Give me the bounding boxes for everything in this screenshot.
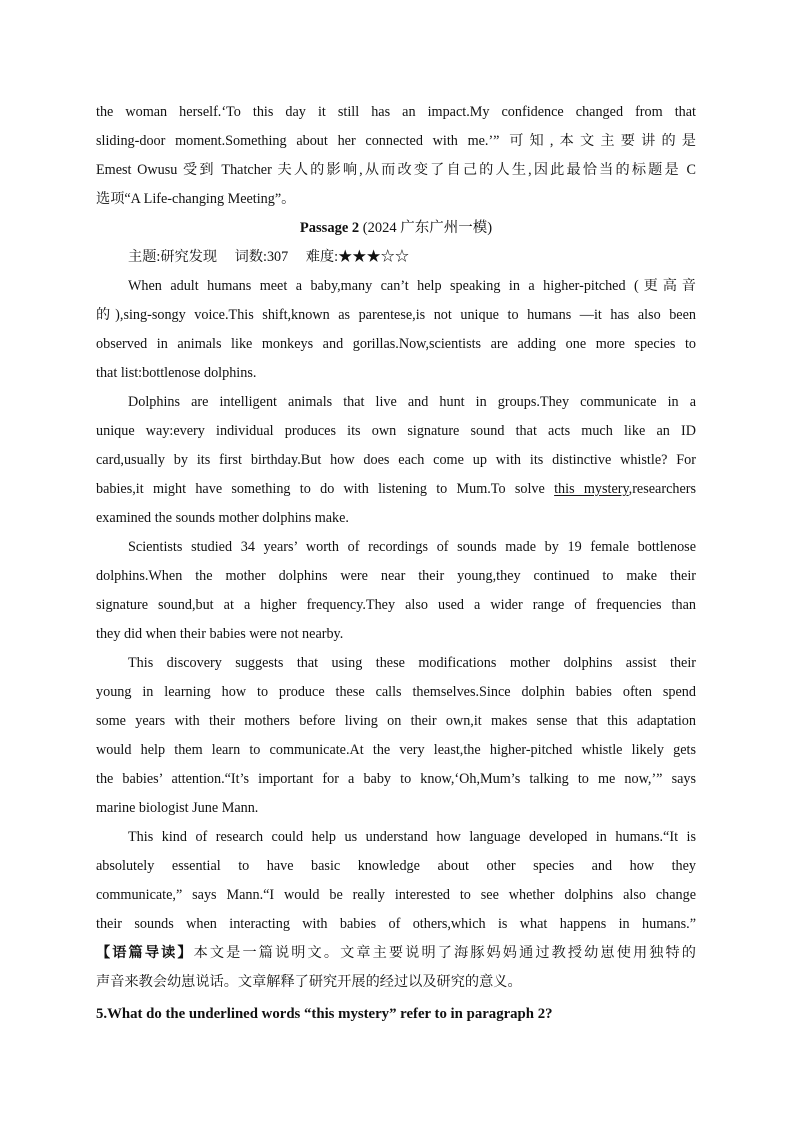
paragraph-line: This kind of research could help us understand how language developed in humans.“It is bbox=[128, 829, 696, 845]
paragraph-line: that list:bottlenose dolphins. bbox=[96, 365, 257, 381]
intro-line: 选项“A Life-changing Meeting”。 bbox=[96, 191, 296, 207]
paragraph-line: This discovery suggests that using these modifications mother dolphins assist their bbox=[128, 655, 696, 671]
text-after-underline: ,researchers bbox=[628, 481, 696, 497]
paragraph-3 bbox=[96, 533, 696, 649]
intro-line: the woman herself.‘To this day it still has an impact.My confidence changed from that bbox=[96, 104, 696, 120]
paragraph-line: 的),sing-songy voice.This shift,known as parentese,is not unique to humans —it has also been bbox=[96, 307, 696, 323]
passage-meta bbox=[96, 243, 696, 272]
paragraph-1 bbox=[96, 272, 696, 388]
paragraph-5 bbox=[96, 823, 696, 939]
passage-heading bbox=[96, 214, 696, 243]
paragraph-line: the babies’ attention.“It’s important for a baby to know,‘Oh,Mum’s talking to me now,’” says bbox=[96, 771, 696, 787]
paragraph-line: Scientists studied 34 years’ worth of recordings of sounds made by 19 female bottlenose bbox=[128, 539, 696, 555]
paragraph-line: their sounds when interacting with babies of others,which is what happens in humans.” bbox=[96, 916, 696, 932]
question-5: 5.What do the underlined words “this mystery” refer to in paragraph 2? bbox=[96, 1006, 553, 1022]
intro-line: sliding-door moment.Something about her connected with me.’” 可知,本文主要讲的是 bbox=[96, 133, 696, 149]
underlined-phrase: this mystery bbox=[554, 481, 629, 497]
guide-text: 本文是一篇说明文。文章主要说明了海豚妈妈通过教授幼崽使用独特的 bbox=[193, 945, 696, 961]
word-count: 词数:307 bbox=[234, 249, 289, 265]
paragraph-line: Dolphins are intelligent animals that live and hunt in groups.They communicate in a bbox=[128, 394, 696, 410]
reading-guide bbox=[96, 939, 696, 997]
paragraph-line: would help them learn to communicate.At the very least,the higher-pitched whistle likely gets bbox=[96, 742, 696, 758]
paragraph-line: young in learning how to produce these calls themselves.Since dolphin babies often spend bbox=[96, 684, 696, 700]
paragraph-line: signature sound,but at a higher frequency.They also used a wider range of frequencies than bbox=[96, 597, 696, 613]
paragraph-line: they did when their babies were not nearby. bbox=[96, 626, 344, 642]
passage-title: Passage 2 bbox=[299, 220, 360, 236]
page-content bbox=[96, 98, 696, 1029]
paragraph-line-with-underline bbox=[96, 475, 696, 504]
guide-line: 声音来教会幼崽说话。文章解释了研究开展的经过以及研究的意义。 bbox=[96, 974, 522, 990]
paragraph-line: When adult humans meet a baby,many can’t help speaking in a higher-pitched (更高音 bbox=[128, 278, 696, 294]
guide-heading: 【语篇导读】 bbox=[96, 945, 194, 961]
paragraph-2 bbox=[96, 388, 696, 533]
passage-source: (2024 广东广州一模) bbox=[362, 220, 493, 236]
paragraph-line: unique way:every individual produces its own signature sound that acts much like an ID bbox=[96, 423, 696, 439]
paragraph-line: some years with their mothers before living on their own,it makes sense that this adaptation bbox=[96, 713, 696, 729]
topic-label: 主题:研究发现 bbox=[128, 249, 218, 265]
paragraph-line: dolphins.When the mother dolphins were near their young,they continued to make their bbox=[96, 568, 696, 584]
guide-line bbox=[96, 939, 696, 968]
difficulty-rating: 难度:★★★☆☆ bbox=[305, 249, 410, 265]
intro-line: Emest Owusu 受到 Thatcher 夫人的影响,从而改变了自己的人生,因此最恰当的标题是 C bbox=[96, 162, 696, 178]
text-before-underline: babies,it might have something to do with listening to Mum.To solve bbox=[96, 481, 555, 497]
paragraph-line: communicate,” says Mann.“I would be really interested to see whether dolphins also change bbox=[96, 887, 696, 903]
paragraph-line: card,usually by its first birthday.But how does each come up with its distinctive whistle? For bbox=[96, 452, 696, 468]
paragraph-line: observed in animals like monkeys and gorillas.Now,scientists are adding one more species to bbox=[96, 336, 696, 352]
paragraph-line: marine biologist June Mann. bbox=[96, 800, 259, 816]
paragraph-line: absolutely essential to have basic knowledge about other species and how they bbox=[96, 858, 696, 874]
paragraph-line: examined the sounds mother dolphins make. bbox=[96, 510, 349, 526]
paragraph-4 bbox=[96, 649, 696, 823]
